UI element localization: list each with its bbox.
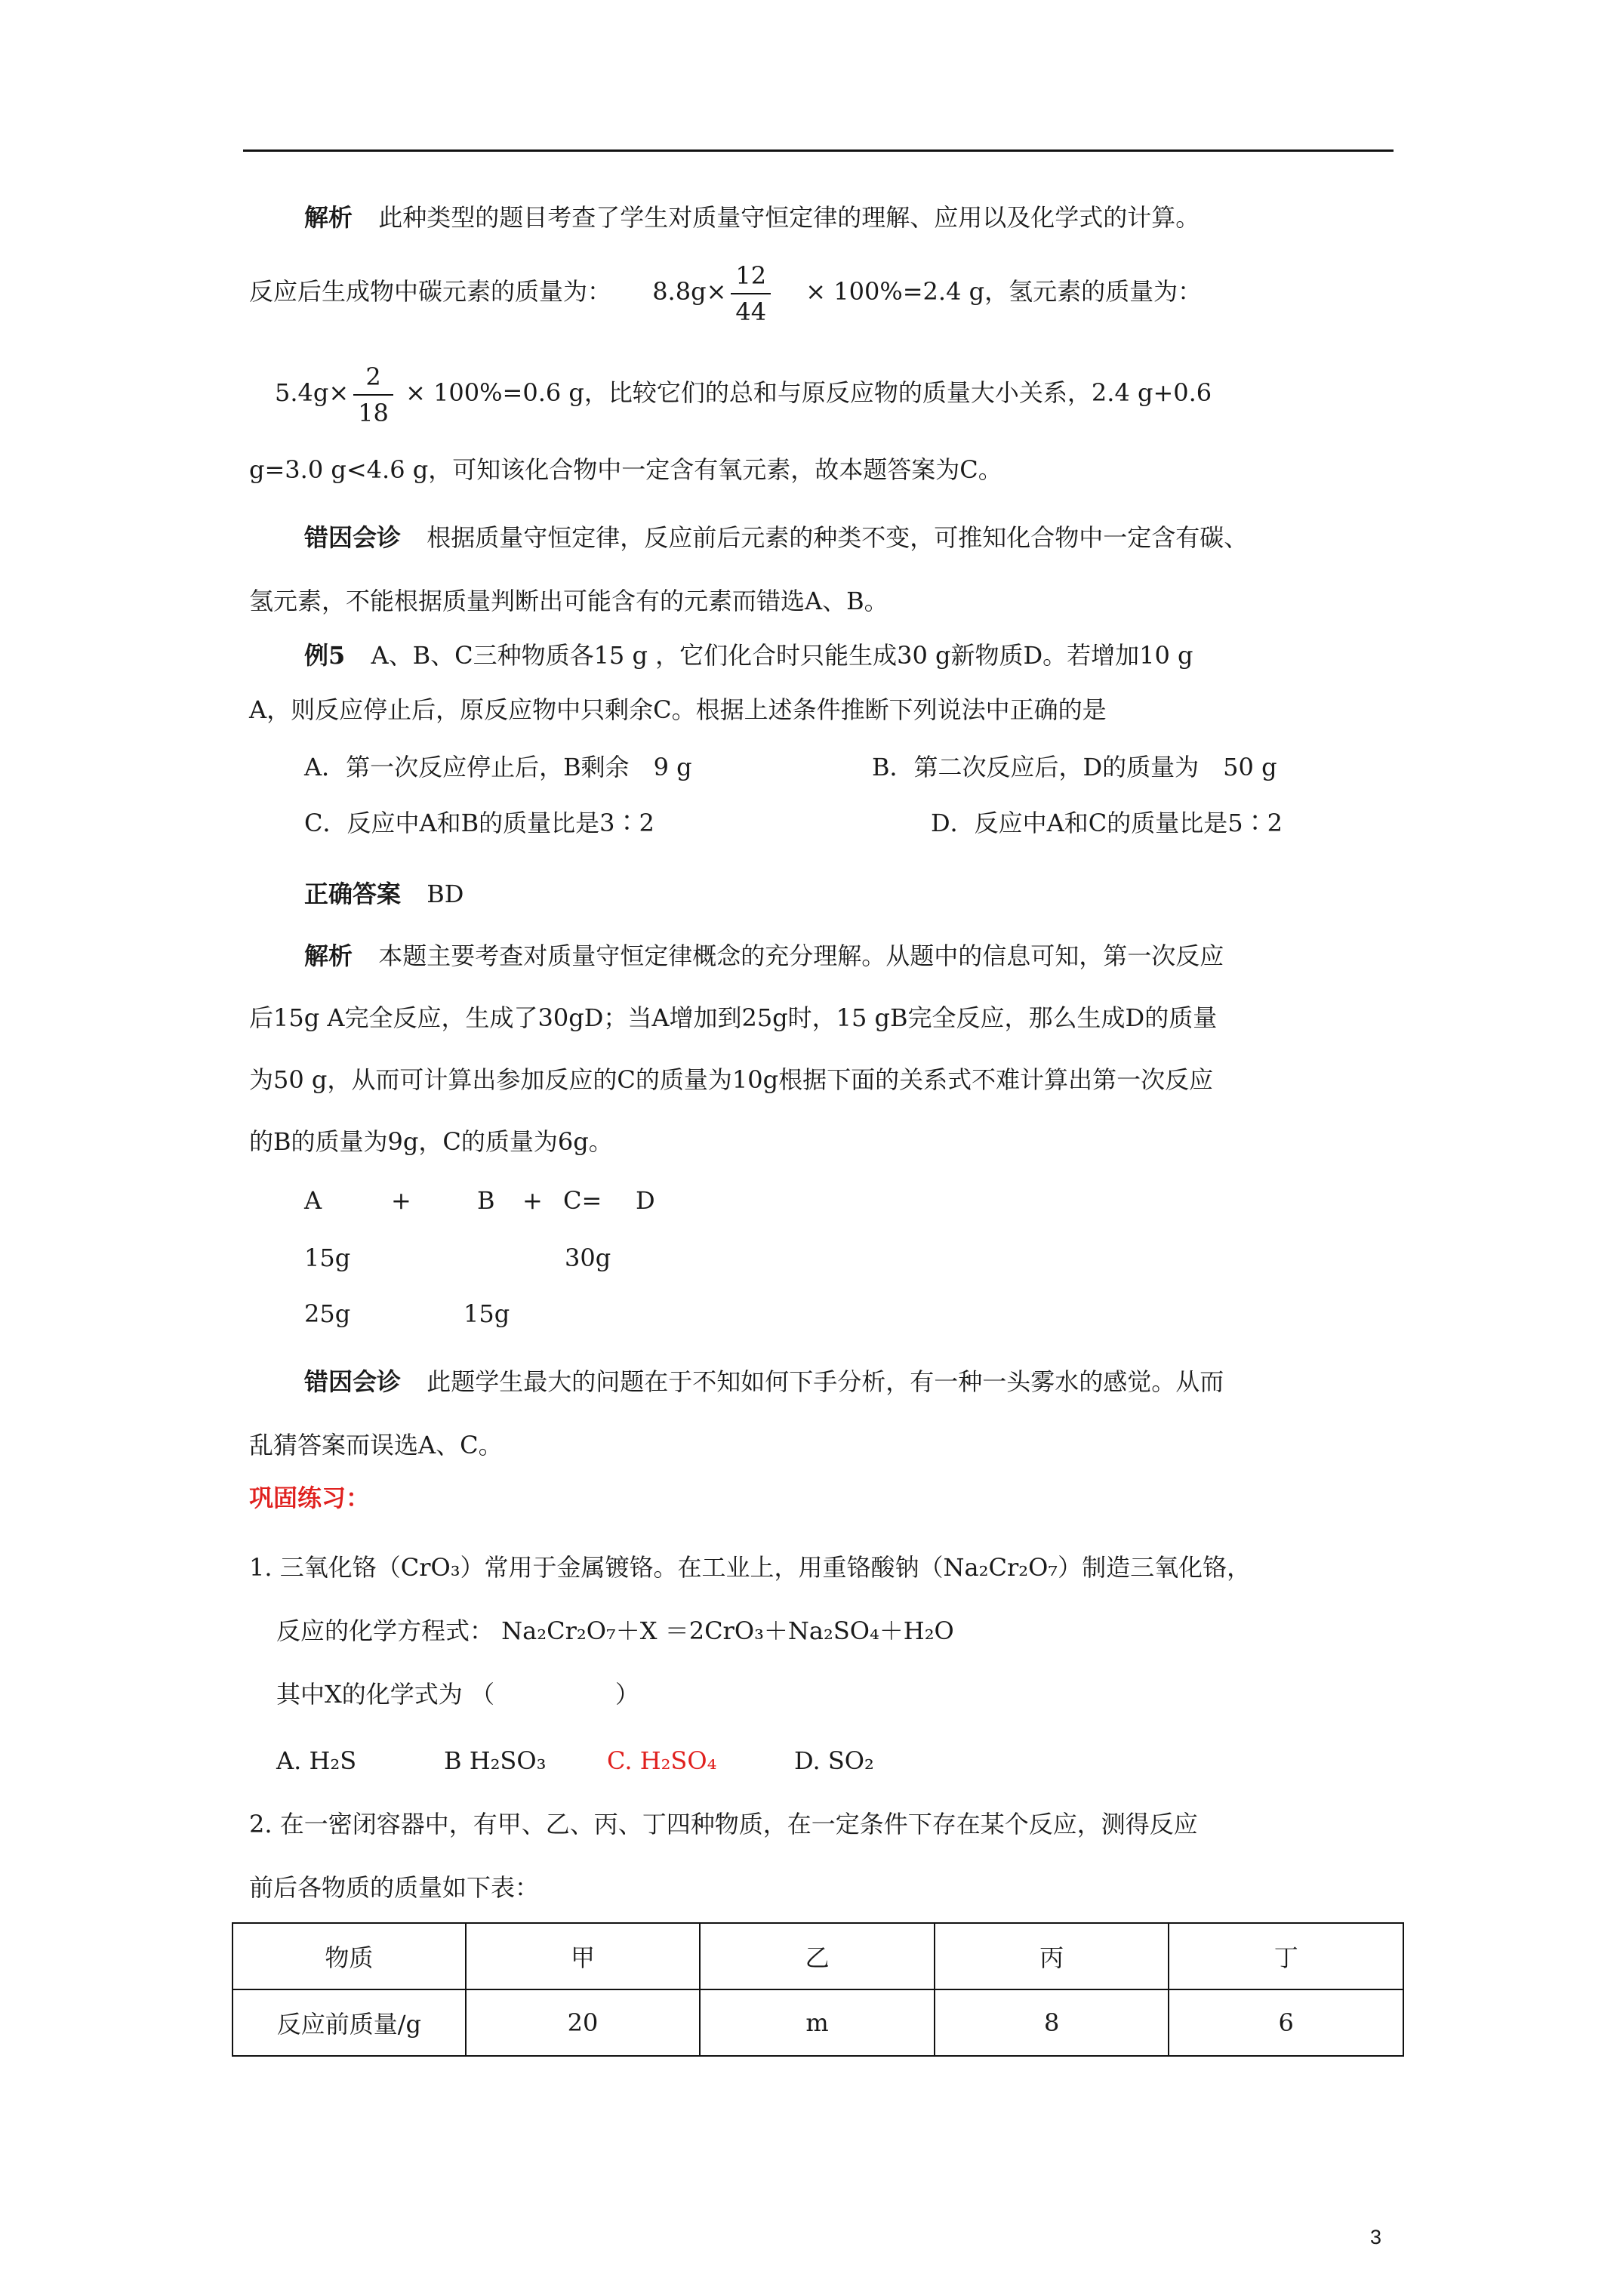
header-rule <box>243 149 1394 152</box>
correct-answer <box>304 877 463 911</box>
table-cell: m <box>700 1989 935 2056</box>
diagnosis-label: 错因会诊 <box>304 1367 402 1396</box>
question-2-line-2: 前后各物质的质量如下表： <box>249 1873 540 1902</box>
question-1-option-b: B H₂SO₃ <box>444 1746 547 1775</box>
example-text: A、B、C三种物质各15 g ，它们化合时只能生成30 g新物质D。若增加10 g <box>371 641 1193 670</box>
equation-row-2-a: 25g <box>304 1299 351 1328</box>
analysis2-line-2: 后15g A完全反应，生成了30gD；当A增加到25g时，15 gB完全反应，那么生成D的质量 <box>249 1003 1218 1032</box>
table-header-cell: 丙 <box>935 1923 1169 1989</box>
equation-plus-2: + <box>522 1186 543 1215</box>
table-cell: 反应前质量/g <box>233 1989 466 2056</box>
equation-c: C= <box>563 1186 602 1215</box>
fraction-12-44 <box>731 258 771 329</box>
equation-plus-1: + <box>391 1186 411 1215</box>
analysis-text: 本题主要考查对质量守恒定律概念的充分理解。从题中的信息可知，第一次反应 <box>378 942 1224 970</box>
diagnosis-paragraph-2 <box>304 1365 1224 1398</box>
analysis-line-3-suffix: × 100%=0.6 g，比较它们的总和与原反应物的质量大小关系，2.4 g+0.6 <box>405 378 1212 407</box>
hydrogen-calc-value: 5.4g× <box>275 378 350 407</box>
mass-table <box>232 1922 1404 2057</box>
fraction-denominator: 18 <box>353 394 393 430</box>
table-row <box>233 1989 1403 2056</box>
analysis-paragraph-2 <box>304 939 1224 972</box>
option-c: C．反应中A和B的质量比是3∶2 <box>304 809 654 837</box>
equation-d: D <box>636 1186 655 1215</box>
analysis-line-4: g=3.0 g<4.6 g，可知该化合物中一定含有氧元素，故本题答案为C。 <box>249 455 1002 484</box>
analysis-label: 解析 <box>304 942 353 970</box>
table-header-cell: 物质 <box>233 1923 466 1989</box>
equation-b: B <box>477 1186 495 1215</box>
question-1-line-1: 1. 三氧化铬（CrO₃）常用于金属镀铬。在工业上，用重铬酸钠（Na₂Cr₂O₇）制造三氧化铬， <box>249 1553 1252 1582</box>
example-5 <box>304 639 1193 672</box>
question-1-option-c: C. H₂SO₄ <box>607 1746 717 1775</box>
analysis-text: 此种类型的题目考查了学生对质量守恒定律的理解、应用以及化学式的计算。 <box>378 203 1200 232</box>
option-b: B．第二次反应后，D的质量为 50 g <box>872 753 1277 781</box>
answer-label: 正确答案 <box>304 880 402 908</box>
analysis-label: 解析 <box>304 203 353 232</box>
practice-heading: 巩固练习： <box>249 1484 371 1512</box>
diagnosis2-line-2: 乱猜答案而误选A、C。 <box>249 1431 503 1459</box>
analysis-line-2 <box>249 257 1202 329</box>
question-2-line-1: 2. 在一密闭容器中，有甲、乙、丙、丁四种物质，在一定条件下存在某个反应，测得反应 <box>249 1810 1198 1838</box>
question-1-prompt: 其中X的化学式为 （ ） <box>276 1680 639 1709</box>
analysis2-line-4: 的B的质量为9g，C的质量为6g。 <box>249 1127 613 1156</box>
diagnosis-label: 错因会诊 <box>304 523 402 552</box>
fraction-denominator: 44 <box>731 293 771 329</box>
question-1-option-d: D. SO₂ <box>794 1746 874 1775</box>
table-header-cell: 丁 <box>1169 1923 1403 1989</box>
equation-a: A <box>304 1186 322 1215</box>
option-d: D．反应中A和C的质量比是5∶2 <box>931 809 1283 837</box>
diagnosis-paragraph-1 <box>304 521 1248 554</box>
analysis-line-2-suffix: × 100%=2.4 g，氢元素的质量为： <box>805 277 1203 306</box>
carbon-calc-value: 8.8g× <box>652 277 727 306</box>
diagnosis-line-2: 氢元素，不能根据质量判断出可能含有的元素而错选A、B。 <box>249 587 888 615</box>
table-cell: 6 <box>1169 1989 1403 2056</box>
fraction-numerator: 2 <box>365 362 381 391</box>
analysis2-line-3: 为50 g，从而可计算出参加反应的C的质量为10g根据下面的关系式不难计算出第一次反应 <box>249 1065 1214 1094</box>
option-a: A．第一次反应停止后，B剩余 9 g <box>304 753 692 781</box>
analysis-line-2-prefix: 反应后生成物中碳元素的质量为： <box>249 277 612 306</box>
answer-value: BD <box>427 880 464 908</box>
equation-row-2-b: 15g <box>463 1299 510 1328</box>
example-line-2: A，则反应停止后，原反应物中只剩余C。根据上述条件推断下列说法中正确的是 <box>249 695 1107 724</box>
diagnosis-text: 此题学生最大的问题在于不知如何下手分析，有一种一头雾水的感觉。从而 <box>427 1367 1224 1396</box>
equation-row-1-a: 15g <box>304 1244 351 1272</box>
analysis-paragraph-1 <box>304 201 1200 234</box>
example-label: 例5 <box>304 641 346 670</box>
page-number: 3 <box>1370 2226 1382 2248</box>
fraction-numerator: 12 <box>735 260 767 290</box>
equation-row-1-d: 30g <box>565 1244 611 1272</box>
question-1-equation: 反应的化学方程式： Na₂Cr₂O₇＋X ＝2CrO₃＋Na₂SO₄＋H₂O <box>276 1616 954 1645</box>
analysis-line-3 <box>275 358 1212 430</box>
diagnosis-text: 根据质量守恒定律，反应前后元素的种类不变，可推知化合物中一定含有碳、 <box>427 523 1249 552</box>
table-header-cell: 甲 <box>466 1923 701 1989</box>
table-cell: 8 <box>935 1989 1169 2056</box>
table-header-row <box>233 1923 1403 1989</box>
table-header-cell: 乙 <box>700 1923 935 1989</box>
table-cell: 20 <box>466 1989 701 2056</box>
fraction-2-18 <box>353 359 393 430</box>
question-1-option-a: A. H₂S <box>276 1746 357 1775</box>
